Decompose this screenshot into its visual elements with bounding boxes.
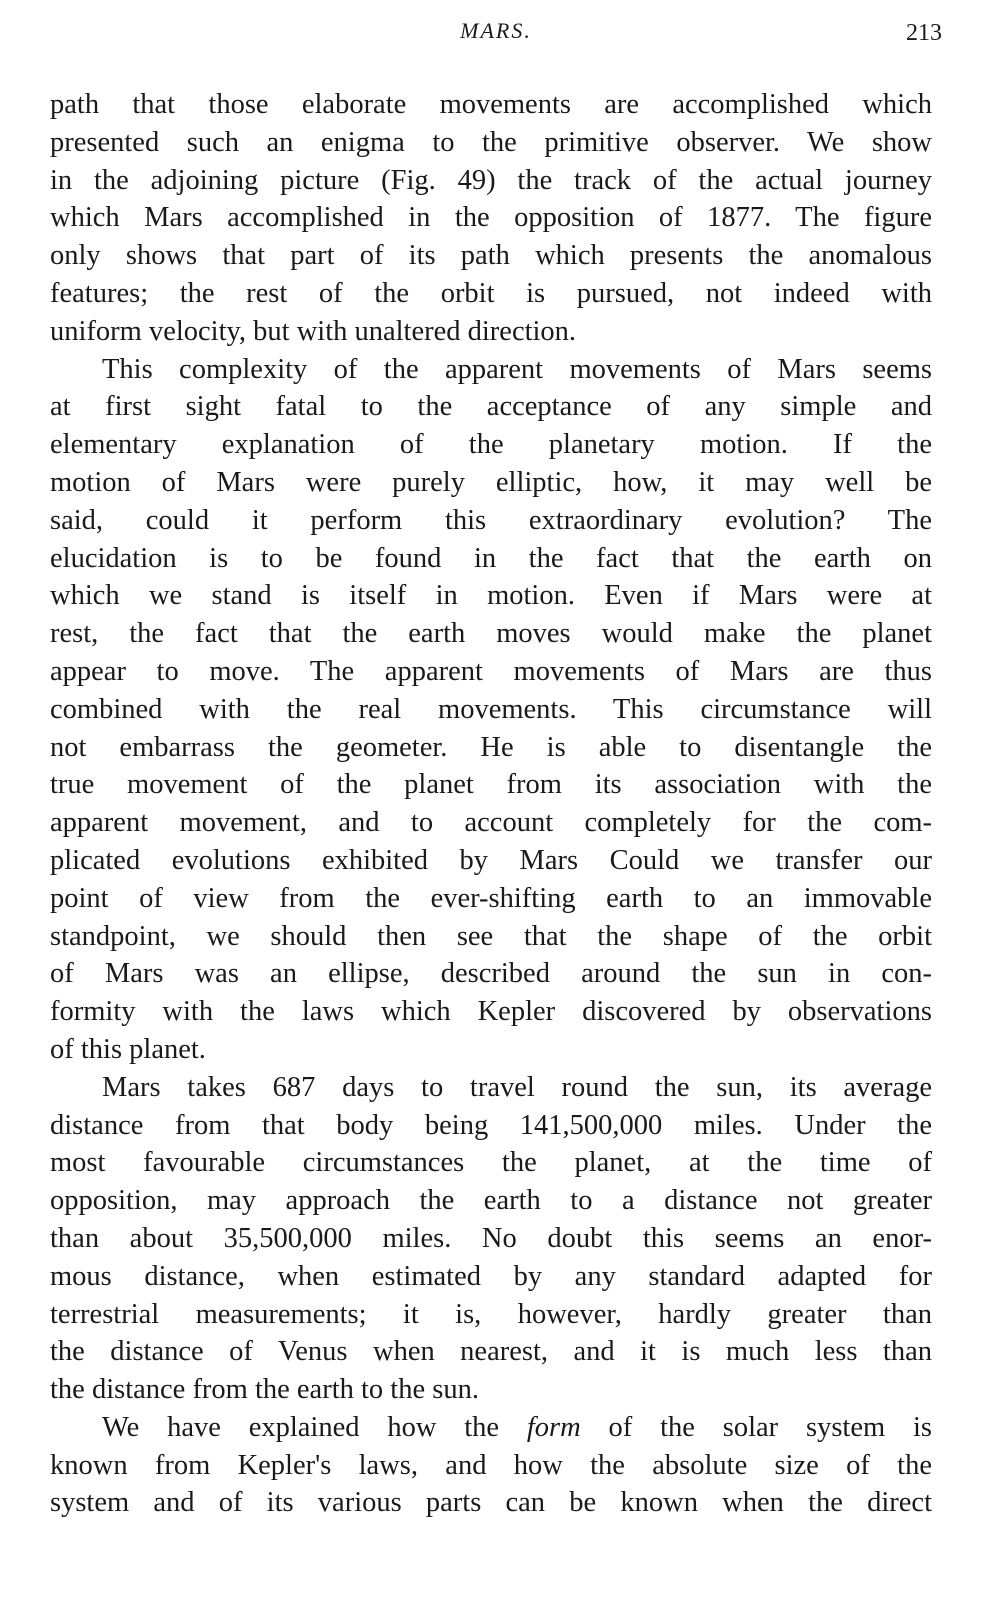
- text-line: at first sight fatal to the acceptance of any simple and: [50, 391, 932, 423]
- text-line: combined with the real movements. This circumstance will: [50, 693, 932, 725]
- text-line: of this planet.: [50, 1033, 206, 1065]
- text-line: appear to move. The apparent movements of Mars are thus: [50, 655, 932, 687]
- text-line: presented such an enigma to the primitive observer. We show: [50, 126, 932, 158]
- text-line: the distance from the earth to the sun.: [50, 1374, 479, 1406]
- text-line: formity with the laws which Kepler discovered by observations: [50, 996, 932, 1028]
- text-line: features; the rest of the orbit is pursued, not indeed with: [50, 277, 932, 309]
- text-line: system and of its various parts can be known when the direct: [50, 1487, 932, 1519]
- text-line: opposition, may approach the earth to a distance not greater: [50, 1185, 932, 1217]
- paragraph: [50, 86, 932, 351]
- text-line: rest, the fact that the earth moves would make the planet: [50, 618, 932, 650]
- text-line: [50, 1409, 932, 1447]
- text-line: standpoint, we should then see that the shape of the orbit: [50, 920, 932, 952]
- text-line: distance from that body being 141,500,000 miles. Under the: [50, 1109, 932, 1141]
- text-line: known from Kepler's laws, and how the absolute size of the: [50, 1449, 932, 1481]
- text-line: path that those elaborate movements are accomplished which: [50, 89, 932, 120]
- text-line: elementary explanation of the planetary motion. If the: [50, 429, 932, 461]
- text-line: mous distance, when estimated by any standard adapted for: [50, 1260, 932, 1292]
- text-line: elucidation is to be found in the fact that the earth on: [50, 542, 932, 574]
- text-line: terrestrial measurements; it is, however, hardly greater than: [50, 1298, 932, 1330]
- text-line: than about 35,500,000 miles. No doubt this seems an enor-: [50, 1222, 932, 1254]
- body-text: [50, 86, 932, 1522]
- text-line: uniform velocity, but with unaltered direction.: [50, 315, 577, 347]
- page-number: 213: [906, 20, 942, 46]
- text-run: of the solar system is: [580, 1411, 932, 1443]
- text-line: said, could it perform this extraordinary evolution? The: [50, 504, 932, 536]
- running-head: [50, 12, 942, 52]
- text-line: which we stand is itself in motion. Even if Mars were at: [50, 580, 932, 612]
- text-line: which Mars accomplished in the opposition of 1877. The figure: [50, 202, 932, 234]
- text-line: the distance of Venus when nearest, and it is much less than: [50, 1336, 932, 1368]
- text-line: only shows that part of its path which presents the anomalous: [50, 240, 932, 272]
- paragraph: [50, 351, 932, 1069]
- emphasis-word: form: [526, 1411, 581, 1443]
- text-line: point of view from the ever-shifting earth to an immovable: [50, 882, 932, 914]
- text-line: Mars takes 687 days to travel round the sun, its average: [102, 1071, 932, 1103]
- text-line: true movement of the planet from its association with the: [50, 769, 932, 801]
- text-run: We have explained how the: [102, 1411, 527, 1443]
- text-line: motion of Mars were purely elliptic, how, it may well be: [50, 466, 932, 498]
- text-line: not embarrass the geometer. He is able to disentangle the: [50, 731, 932, 763]
- text-line: apparent movement, and to account completely for the com-: [50, 807, 932, 839]
- text-line: most favourable circumstances the planet, at the time of: [50, 1147, 932, 1179]
- running-title: MARS.: [460, 18, 532, 43]
- paragraph: [50, 1409, 932, 1522]
- text-line: plicated evolutions exhibited by Mars Could we transfer our: [50, 844, 932, 876]
- text-line: This complexity of the apparent movements of Mars seems: [102, 353, 932, 385]
- paragraph: [50, 1069, 932, 1409]
- text-line: of Mars was an ellipse, described around the sun in con-: [50, 958, 932, 990]
- text-line: in the adjoining picture (Fig. 49) the track of the actual journey: [50, 164, 932, 196]
